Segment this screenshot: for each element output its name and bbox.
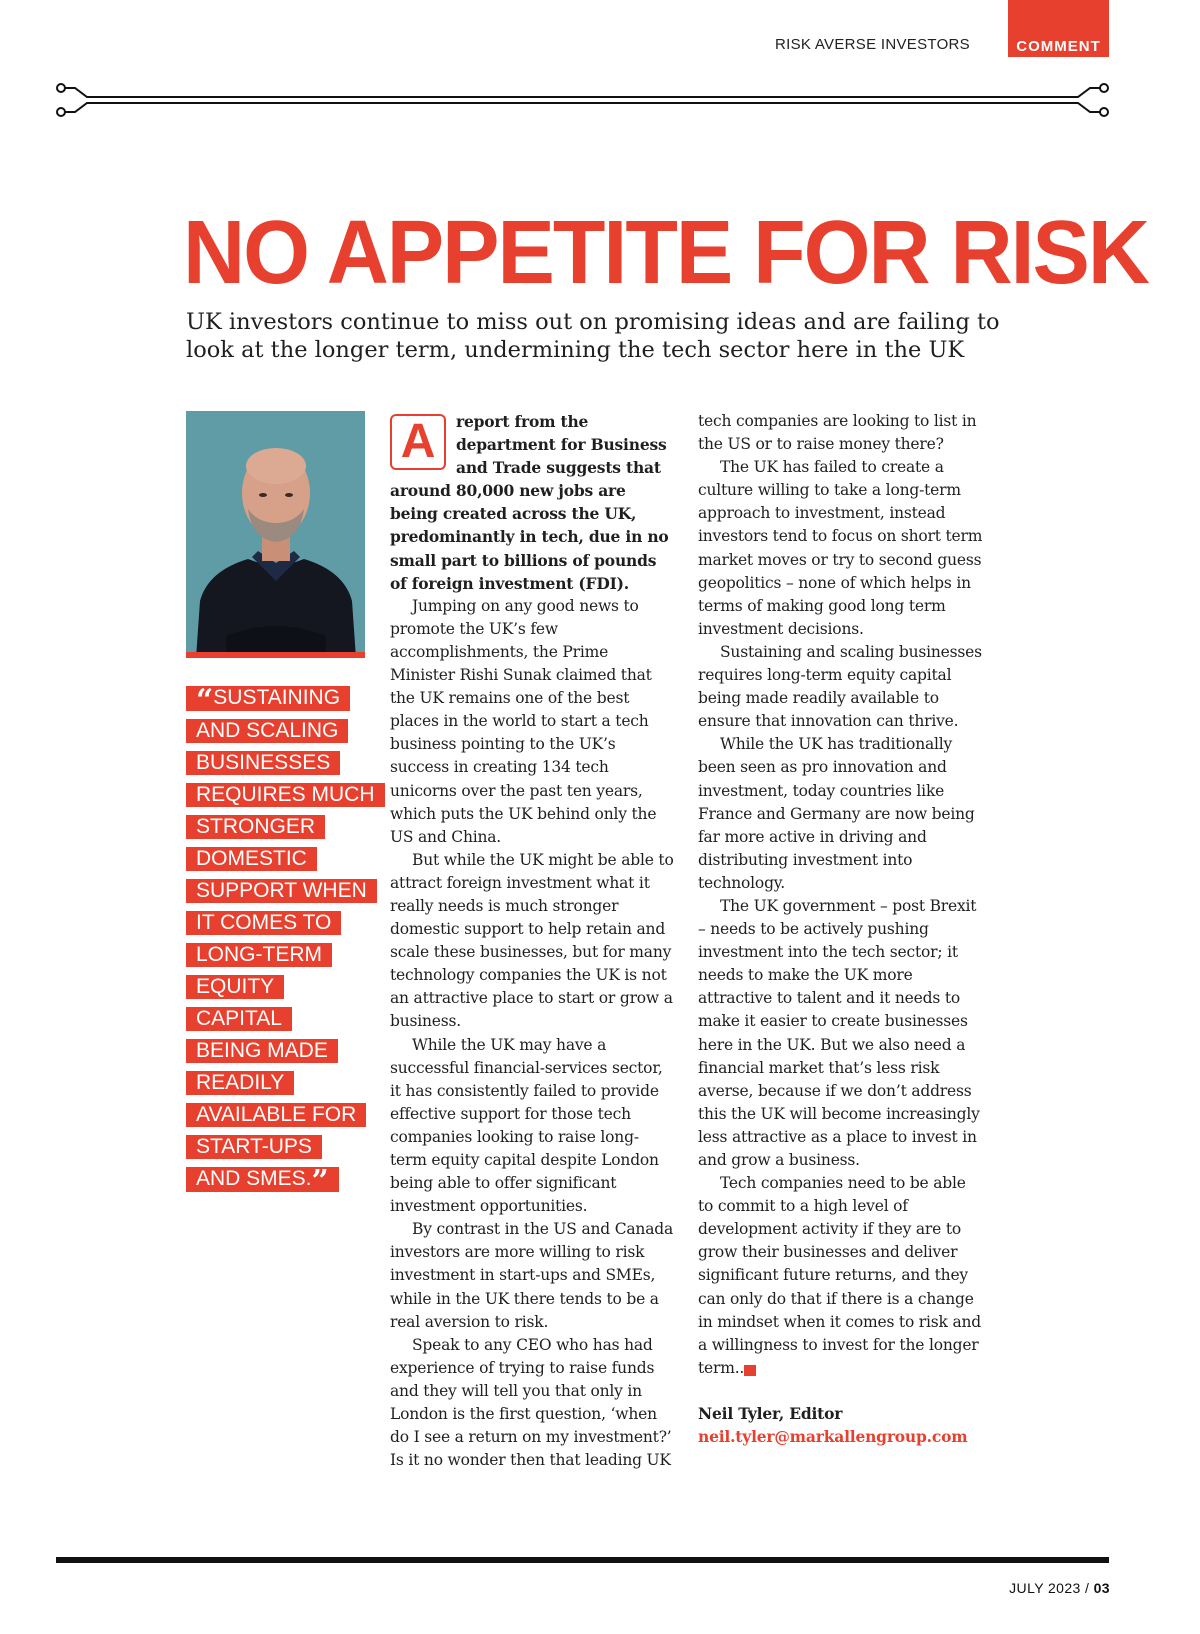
section-label: RISK AVERSE INVESTORS — [775, 36, 970, 53]
pull-quote-line: LONG-TERM — [186, 943, 332, 967]
pull-quote-line: START-UPS — [186, 1135, 322, 1159]
pull-quote — [186, 683, 376, 1200]
circuit-node-left-top — [57, 84, 65, 92]
circuit-node-left-bottom — [57, 108, 65, 116]
article-column-1 — [390, 410, 675, 1472]
page-footer — [1009, 1580, 1110, 1596]
pull-quote-line: EQUITY — [186, 975, 284, 999]
page-header — [0, 0, 1200, 60]
end-mark-icon: NE — [744, 1365, 756, 1376]
pull-quote-line: AND SMES.” — [186, 1167, 339, 1192]
photo-accent-bar — [186, 652, 365, 658]
lead-paragraph — [390, 410, 675, 595]
drop-cap: A — [390, 414, 446, 470]
pull-quote-line: READILY — [186, 1071, 294, 1095]
open-quote-icon: “ — [196, 683, 214, 718]
footer-rule — [56, 1557, 1109, 1563]
author-email-link[interactable]: neil.tyler@markallengroup.com — [698, 1427, 968, 1447]
headline: NO APPETITE FOR RISK — [183, 202, 1148, 303]
circuit-node-right-bottom — [1100, 108, 1108, 116]
body-paragraph: Sustaining and scaling businesses requires long-term equity capital being made readily available to ensure that innovation can thrive. — [698, 642, 982, 731]
body-paragraph: The UK government – post Brexit – needs to be actively pushing investment into the tech sector; it needs to make the UK more attractive to talent and it needs to make it easier to create businesses here in the UK. But we also need a financial market that’s less risk averse, because if we don’t address this the UK will become increasingly less attractive as a place to invest in and grow a business. — [698, 896, 980, 1169]
article-column-2 — [698, 410, 983, 1448]
circuit-line-bottom — [65, 103, 1100, 112]
standfirst: UK investors continue to miss out on promising ideas and are failing to look at the longer term, undermining the tech sector here in the UK — [186, 309, 1000, 363]
page-number: 03 — [1093, 1580, 1110, 1596]
lead-text: report from the department for Business and Trade suggests that around 80,000 new jobs are being created across the UK, predominantly in tech, due in no small part to billions of pounds of foreign investment (FDI). — [390, 412, 669, 593]
body-paragraph-continued: tech companies are looking to list in the US or to raise money there? — [698, 412, 977, 454]
pull-quote-line: AND SCALING — [186, 719, 348, 743]
pull-quote-line: DOMESTIC — [186, 847, 317, 871]
pull-quote-line: STRONGER — [186, 815, 325, 839]
pull-quote-line: SUPPORT WHEN — [186, 879, 377, 903]
author-photo — [186, 411, 365, 658]
portrait-eye-right — [285, 493, 293, 497]
pull-quote-line: AVAILABLE FOR — [186, 1103, 366, 1127]
issue-date: JULY 2023 — [1009, 1580, 1081, 1596]
portrait-eye-left — [259, 493, 267, 497]
byline: Neil Tyler, Editor — [698, 1403, 843, 1423]
body-paragraph: Speak to any CEO who has had experience of trying to raise funds and they will tell you that only in London is the first question, ‘when do I see a return on my investment?’ Is it no wonder then that leading UK — [390, 1335, 672, 1470]
pull-quote-line: BUSINESSES — [186, 751, 340, 775]
portrait-scalp — [246, 448, 306, 484]
pull-quote-line: “SUSTAINING — [186, 686, 350, 711]
circuit-line-top — [65, 88, 1100, 97]
body-paragraph-final: Tech companies need to be able to commit to a high level of development activity if they are to grow their businesses and deliver significant future returns, and they can only do that if there is a change in mindset when it comes to risk and a willingness to invest for the longer term.. NE — [698, 1174, 981, 1377]
circuit-node-right-top — [1100, 84, 1108, 92]
pull-quote-line: CAPITAL — [186, 1007, 292, 1031]
circuit-divider — [55, 80, 1110, 120]
body-paragraph: While the UK may have a successful financial-services sector, it has consistently failed to provide effective support for those tech companies looking to raise long-term equity capital despite London being able to offer significant investment opportunities. — [390, 1035, 663, 1216]
pull-quote-line: REQUIRES MUCH — [186, 783, 385, 807]
body-paragraph: The UK has failed to create a culture willing to take a long-term approach to investment, instead investors tend to focus on short term market moves or try to second guess geopolitics – none of which helps in terms of making good long term investment decisions. — [698, 458, 983, 638]
author-portrait — [186, 411, 365, 658]
body-paragraph: While the UK has traditionally been seen as pro innovation and investment, today countries like France and Germany are now being far more active in driving and distributing investment into technology. — [698, 735, 975, 892]
comment-tab: COMMENT — [1008, 0, 1109, 57]
pull-quote-line: IT COMES TO — [186, 911, 341, 935]
body-paragraph: Jumping on any good news to promote the UK’s few accomplishments, the Prime Minister Rishi Sunak claimed that the UK remains one of the best places in the world to start a tech business pointing to the UK’s success in creating 134 tech unicorns over the past ten years, which puts the UK behind only the US and China. — [390, 596, 657, 846]
body-paragraph: But while the UK might be able to attract foreign investment what it really needs is much stronger domestic support to help retain and scale these businesses, but for many technology companies the UK is not an attractive place to start or grow a business. — [390, 850, 674, 1031]
close-quote-icon: ” — [311, 1164, 329, 1199]
pull-quote-line: BEING MADE — [186, 1039, 338, 1063]
body-paragraph: By contrast in the US and Canada investors are more willing to risk investment in start-ups and SMEs, while in the UK there tends to be a real aversion to risk. — [390, 1220, 674, 1331]
footer-separator: / — [1085, 1580, 1090, 1596]
